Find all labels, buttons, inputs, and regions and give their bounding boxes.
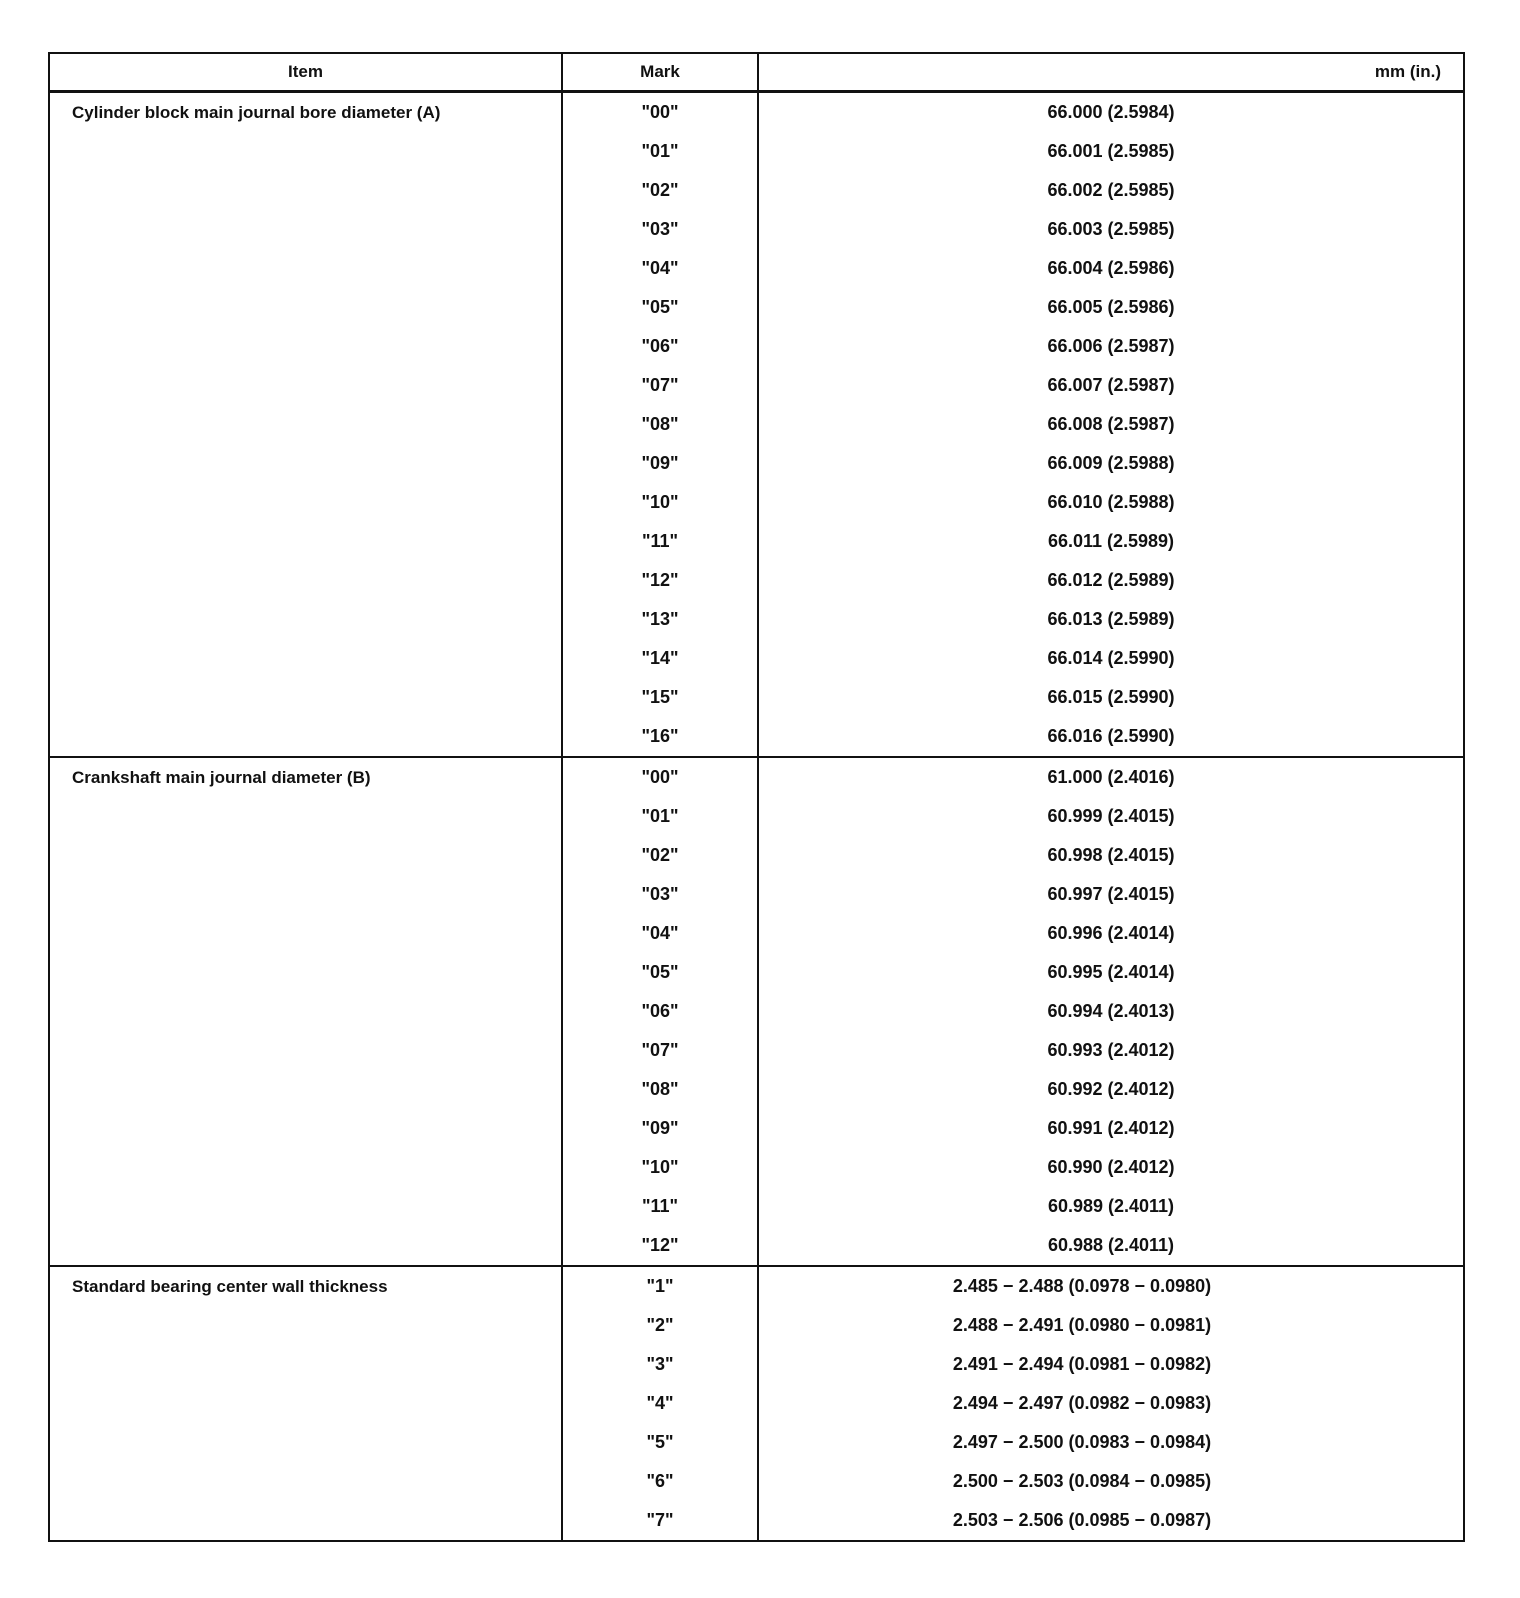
value-cell: 66.003 (2.5985) xyxy=(1047,219,1175,239)
value-cell: 2.491 − 2.494 (0.0981 − 0.0982) xyxy=(952,1354,1212,1374)
value-cell: 2.497 − 2.500 (0.0983 − 0.0984) xyxy=(952,1432,1212,1452)
table-row xyxy=(49,92,1464,133)
mark-cell: "03" xyxy=(562,210,758,249)
mark-cell: "14" xyxy=(562,639,758,678)
item-cell xyxy=(49,92,562,758)
value-cell: 66.007 (2.5987) xyxy=(1047,375,1175,395)
value-cell: 2.494 − 2.497 (0.0982 − 0.0983) xyxy=(952,1393,1212,1413)
spec-table xyxy=(48,52,1465,1542)
value-cell: 60.999 (2.4015) xyxy=(1047,806,1175,826)
mark-cell: "15" xyxy=(562,678,758,717)
value-cell: 60.998 (2.4015) xyxy=(1047,845,1175,865)
table-row xyxy=(49,1266,1464,1306)
item-label: Cylinder block main journal bore diameter (A) xyxy=(72,103,441,122)
value-cell: 2.485 − 2.488 (0.0978 − 0.0980) xyxy=(952,1276,1212,1296)
value-cell: 66.002 (2.5985) xyxy=(1047,180,1175,200)
mark-cell: "00" xyxy=(562,757,758,797)
mark-cell: "00" xyxy=(562,92,758,133)
value-cell: 2.488 − 2.491 (0.0980 − 0.0981) xyxy=(952,1315,1212,1335)
value-cell: 66.000 (2.5984) xyxy=(1047,102,1175,122)
header-unit: mm (in.) xyxy=(758,53,1464,92)
value-cell: 66.013 (2.5989) xyxy=(1047,609,1175,629)
value-cell: 66.005 (2.5986) xyxy=(1047,297,1175,317)
mark-cell: "02" xyxy=(562,171,758,210)
header-row xyxy=(49,53,1464,92)
mark-cell: "12" xyxy=(562,1226,758,1266)
mark-cell: "7" xyxy=(562,1501,758,1541)
mark-cell: "01" xyxy=(562,132,758,171)
table-body xyxy=(49,92,1464,1542)
mark-cell: "06" xyxy=(562,327,758,366)
mark-cell: "3" xyxy=(562,1345,758,1384)
mark-cell: "09" xyxy=(562,1109,758,1148)
mark-cell: "04" xyxy=(562,914,758,953)
item-label: Crankshaft main journal diameter (B) xyxy=(72,768,371,787)
value-cell: 60.988 (2.4011) xyxy=(758,1226,1464,1266)
mark-cell: "2" xyxy=(562,1306,758,1345)
mark-cell: "09" xyxy=(562,444,758,483)
value-cell: 60.993 (2.4012) xyxy=(1047,1040,1175,1060)
value-cell: 61.000 (2.4016) xyxy=(1047,767,1175,787)
header-item: Item xyxy=(49,53,562,92)
value-cell: 60.996 (2.4014) xyxy=(1047,923,1175,943)
mark-cell: "16" xyxy=(562,717,758,757)
mark-cell: "5" xyxy=(562,1423,758,1462)
mark-cell: "08" xyxy=(562,1070,758,1109)
mark-cell: "05" xyxy=(562,953,758,992)
mark-cell: "1" xyxy=(562,1266,758,1306)
mark-cell: "11" xyxy=(562,1187,758,1226)
header-mark: Mark xyxy=(562,53,758,92)
value-cell: 66.008 (2.5987) xyxy=(1047,414,1175,434)
value-cell: 60.995 (2.4014) xyxy=(1047,962,1175,982)
item-cell xyxy=(49,1266,562,1541)
mark-cell: "10" xyxy=(562,1148,758,1187)
mark-cell: "01" xyxy=(562,797,758,836)
value-cell: 60.991 (2.4012) xyxy=(1047,1118,1175,1138)
value-cell: 66.012 (2.5989) xyxy=(1047,570,1175,590)
value-cell: 60.992 (2.4012) xyxy=(1047,1079,1175,1099)
value-cell: 60.997 (2.4015) xyxy=(1047,884,1175,904)
table-row xyxy=(49,757,1464,797)
value-cell: 66.001 (2.5985) xyxy=(1047,141,1175,161)
mark-cell: "6" xyxy=(562,1462,758,1501)
value-cell: 60.989 (2.4011) xyxy=(1047,1196,1175,1216)
item-label: Standard bearing center wall thickness xyxy=(72,1277,388,1296)
value-cell: 66.016 (2.5990) xyxy=(758,717,1464,757)
value-cell: 60.990 (2.4012) xyxy=(1047,1157,1175,1177)
mark-cell: "05" xyxy=(562,288,758,327)
mark-cell: "08" xyxy=(562,405,758,444)
mark-cell: "10" xyxy=(562,483,758,522)
mark-cell: "06" xyxy=(562,992,758,1031)
mark-cell: "13" xyxy=(562,600,758,639)
value-cell: 66.015 (2.5990) xyxy=(1047,687,1175,707)
mark-cell: "07" xyxy=(562,1031,758,1070)
value-cell: 66.011 (2.5989) xyxy=(1047,531,1175,551)
value-cell: 66.004 (2.5986) xyxy=(1047,258,1175,278)
value-cell: 66.010 (2.5988) xyxy=(1047,492,1175,512)
value-cell: 66.006 (2.5987) xyxy=(1047,336,1175,356)
mark-cell: "4" xyxy=(562,1384,758,1423)
mark-cell: "04" xyxy=(562,249,758,288)
mark-cell: "03" xyxy=(562,875,758,914)
value-cell: 2.503 − 2.506 (0.0985 − 0.0987) xyxy=(758,1501,1464,1541)
item-cell xyxy=(49,757,562,1266)
mark-cell: "12" xyxy=(562,561,758,600)
mark-cell: "07" xyxy=(562,366,758,405)
value-cell: 2.500 − 2.503 (0.0984 − 0.0985) xyxy=(952,1471,1212,1491)
mark-cell: "02" xyxy=(562,836,758,875)
value-cell: 66.014 (2.5990) xyxy=(1047,648,1175,668)
value-cell: 66.009 (2.5988) xyxy=(1047,453,1175,473)
value-cell: 60.994 (2.4013) xyxy=(1047,1001,1175,1021)
mark-cell: "11" xyxy=(562,522,758,561)
